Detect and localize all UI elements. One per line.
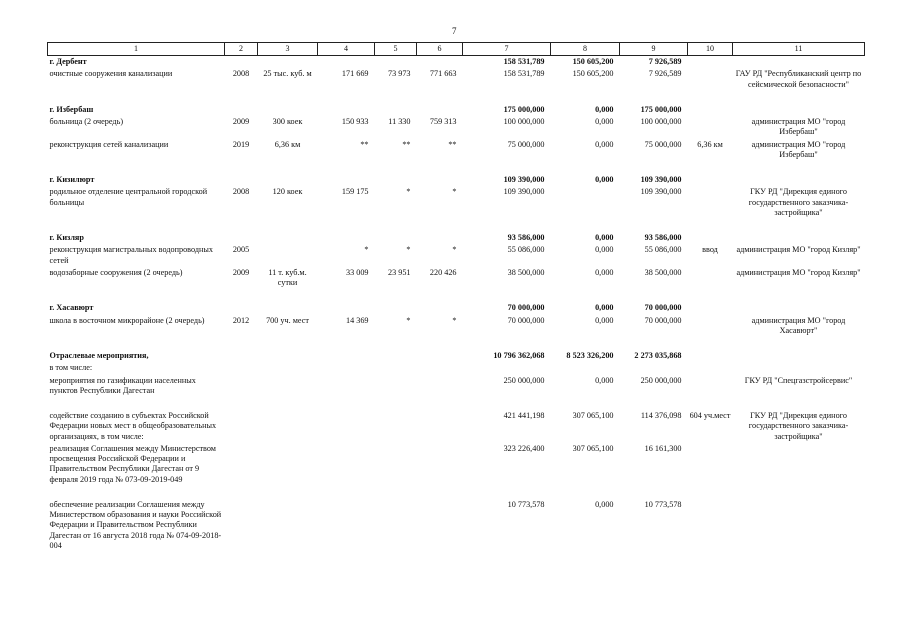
cell-col-3	[258, 350, 318, 362]
table-row	[48, 116, 865, 139]
cell-col-8: 0,000	[595, 375, 614, 385]
cell-col-3	[258, 104, 318, 116]
cell-col-2	[225, 104, 258, 116]
cell-col-4	[318, 499, 375, 552]
cell-col-5	[375, 56, 417, 69]
budget-table	[47, 42, 865, 552]
spacer-row	[48, 337, 865, 350]
cell-col-2: 2009	[232, 267, 250, 277]
cell-col-11	[733, 232, 865, 244]
cell-col-9: 10 773,578	[644, 499, 682, 509]
cell-col-10: 6,36 км	[697, 139, 723, 149]
cell-col-4: 150 933	[341, 117, 369, 126]
cell-col-3	[258, 174, 318, 186]
cell-col-11: администрация МО "город Избербаш"	[751, 139, 846, 159]
cell-col-10	[688, 350, 733, 362]
cell-col-5	[375, 375, 417, 398]
cell-col-2	[225, 232, 258, 244]
table-row	[48, 139, 865, 162]
cell-col-11	[733, 302, 865, 314]
cell-col-11: ГКУ РД "Спецгазстройсервис"	[744, 375, 853, 385]
cell-col-5	[375, 174, 417, 186]
cell-col-7: 158 531,789	[503, 57, 545, 66]
cell-col-7: 158 531,789	[503, 69, 545, 79]
cell-col-11	[733, 104, 865, 116]
cell-col-4	[318, 174, 375, 186]
cell-col-7	[463, 362, 551, 374]
cell-col-4: 14 369	[345, 315, 369, 325]
cell-col-4	[318, 302, 375, 314]
cell-col-10	[688, 104, 733, 116]
cell-col-1: в том числе:	[49, 363, 93, 373]
cell-col-1: больница (2 очередь)	[49, 117, 124, 126]
cell-col-8: 0,000	[595, 499, 614, 509]
cell-col-6	[417, 174, 463, 186]
cell-col-5	[375, 443, 417, 486]
cell-col-7: 70 000,000	[507, 303, 545, 313]
cell-col-2	[225, 410, 258, 443]
cell-col-11	[733, 443, 865, 486]
spacer-cell	[48, 486, 865, 499]
cell-col-4: **	[360, 139, 369, 149]
cell-col-5	[375, 410, 417, 443]
cell-col-11	[733, 56, 865, 69]
cell-col-8: 0,000	[595, 233, 614, 242]
cell-col-10	[688, 56, 733, 69]
cell-col-1: реализация Соглашения между Министерством просвещения Российской Федерации и Правительством Республики Дагестан от 9 февраля 2019 года № 073-09-2019-049	[49, 443, 216, 484]
col-header-3: 3	[258, 43, 318, 56]
col-header-2: 2	[225, 43, 258, 56]
cell-col-11	[733, 350, 865, 362]
cell-col-5: 23 951	[387, 267, 411, 277]
cell-col-6: **	[448, 139, 457, 149]
cell-col-2: 2008	[232, 69, 250, 79]
cell-col-9: 38 500,000	[644, 267, 682, 277]
cell-col-6	[417, 499, 463, 552]
cell-col-7: 70 000,000	[507, 315, 545, 325]
spacer-row	[48, 161, 865, 174]
table-row	[48, 443, 865, 486]
cell-col-1: обеспечение реализации Соглашения между Министерством образования и науки Российской Федерации и Правительством Республики Дагестан от 16 августа 2018 года № 074-09-2018-004	[49, 499, 222, 550]
cell-col-10	[688, 116, 733, 139]
cell-col-7: 75 000,000	[507, 139, 545, 149]
cell-col-4: 33 009	[345, 267, 369, 277]
cell-col-5	[375, 350, 417, 362]
cell-col-6: *	[452, 245, 457, 255]
cell-col-9: 114 376,098	[640, 411, 682, 420]
cell-col-11: ГКУ РД "Дирекция единого государственного заказчика-застройщика"	[748, 187, 849, 217]
cell-col-10	[688, 68, 733, 91]
cell-col-7: 323 226,400	[503, 443, 545, 453]
cell-col-11: администрация МО "город Хасавюрт"	[751, 315, 846, 335]
cell-col-8: 150 605,200	[572, 57, 614, 66]
cell-col-9: 2 273 035,868	[634, 351, 682, 360]
cell-col-3: 700 уч. мест	[266, 315, 309, 325]
cell-col-8	[551, 186, 620, 219]
col-header-8: 8	[551, 43, 620, 56]
cell-col-8: 0,000	[595, 117, 614, 126]
cell-col-5: 73 973	[387, 69, 411, 79]
cell-col-10	[688, 174, 733, 186]
cell-col-5: 11 330	[388, 117, 411, 126]
spacer-cell	[48, 337, 865, 350]
cell-col-10	[688, 186, 733, 219]
cell-col-1: г. Кизилюрт	[49, 175, 95, 184]
cell-col-2: 2012	[232, 315, 250, 325]
table-row	[48, 375, 865, 398]
col-header-11: 11	[733, 43, 865, 56]
cell-col-7: 421 441,198	[503, 411, 545, 420]
cell-col-6: 771 663	[429, 69, 457, 79]
table-row	[48, 362, 865, 374]
table-row	[48, 410, 865, 443]
cell-col-7: 250 000,000	[503, 375, 545, 385]
cell-col-1: г. Хасавюрт	[49, 303, 94, 313]
cell-col-10	[688, 362, 733, 374]
cell-col-7: 100 000,000	[503, 117, 545, 126]
cell-col-6	[417, 375, 463, 398]
cell-col-9: 100 000,000	[640, 117, 682, 126]
cell-col-2	[225, 443, 258, 486]
cell-col-8: 0,000	[595, 315, 614, 325]
table-row	[48, 499, 865, 552]
cell-col-2: 2005	[232, 245, 250, 255]
spacer-cell	[48, 397, 865, 410]
cell-col-9: 55 086,000	[644, 245, 682, 255]
cell-col-1: содействие созданию в субъектах Российской Федерации новых мест в общеобразовательных организациях, в том числе:	[49, 411, 217, 441]
cell-col-4	[318, 104, 375, 116]
spacer-row	[48, 219, 865, 232]
cell-col-2	[225, 362, 258, 374]
cell-col-6	[417, 350, 463, 362]
cell-col-11: ГКУ РД "Дирекция единого государственного заказчика-застройщика"	[748, 411, 849, 441]
cell-col-5	[375, 302, 417, 314]
cell-col-7: 109 390,000	[503, 187, 545, 197]
cell-col-9: 109 390,000	[640, 175, 682, 184]
cell-col-2	[225, 499, 258, 552]
cell-col-3	[258, 302, 318, 314]
cell-col-10	[688, 232, 733, 244]
cell-col-5: *	[406, 245, 411, 255]
cell-col-8	[551, 362, 620, 374]
table-body	[48, 56, 865, 553]
cell-col-11: администрация МО "город Кизляр"	[736, 245, 861, 255]
cell-col-9: 250 000,000	[640, 375, 682, 385]
col-header-4: 4	[318, 43, 375, 56]
cell-col-6	[417, 443, 463, 486]
cell-col-10	[688, 302, 733, 314]
table-row	[48, 315, 865, 338]
cell-col-4: 159 175	[341, 187, 369, 197]
cell-col-1: мероприятия по газификации населенных пунктов Республики Дагестан	[49, 375, 196, 395]
cell-col-9: 70 000,000	[644, 315, 682, 325]
cell-col-3	[258, 410, 318, 443]
cell-col-6	[417, 302, 463, 314]
cell-col-1: Отраслевые мероприятия,	[49, 351, 149, 360]
spacer-cell	[48, 161, 865, 174]
spacer-row	[48, 289, 865, 302]
cell-col-8: 0,000	[595, 175, 614, 184]
cell-col-5	[375, 362, 417, 374]
table-row	[48, 68, 865, 91]
spacer-cell	[48, 91, 865, 104]
page-number: 7	[452, 26, 457, 36]
spacer-row	[48, 397, 865, 410]
cell-col-7: 175 000,000	[503, 104, 545, 114]
cell-col-10	[688, 443, 733, 486]
cell-col-8: 0,000	[595, 104, 614, 114]
cell-col-2: 2019	[232, 139, 250, 149]
table-row	[48, 244, 865, 267]
cell-col-3: 11 т. куб.м. сутки	[268, 267, 307, 287]
cell-col-3: 25 тыс. куб. м	[263, 69, 312, 79]
cell-col-2	[225, 174, 258, 186]
cell-col-8: 307 065,100	[572, 411, 614, 420]
cell-col-1: очистные сооружения канализации	[49, 69, 173, 79]
cell-col-4	[318, 56, 375, 69]
col-header-9: 9	[620, 43, 688, 56]
cell-col-6: *	[452, 315, 457, 325]
cell-col-9	[620, 362, 688, 374]
cell-col-2	[225, 350, 258, 362]
group-header-row	[48, 174, 865, 186]
cell-col-9: 175 000,000	[640, 104, 682, 114]
cell-col-10	[688, 499, 733, 552]
cell-col-6: *	[452, 187, 457, 197]
cell-col-4	[318, 232, 375, 244]
cell-col-7: 93 586,000	[507, 233, 545, 242]
cell-col-1: реконструкция магистральных водопроводных сетей	[49, 245, 213, 265]
spacer-row	[48, 91, 865, 104]
cell-col-1: г. Дербент	[49, 57, 87, 66]
group-header-row	[48, 56, 865, 69]
cell-col-6	[417, 410, 463, 443]
cell-col-9: 16 161,300	[644, 443, 682, 453]
cell-col-11	[733, 174, 865, 186]
cell-col-2: 2009	[232, 117, 250, 126]
cell-col-5: *	[406, 315, 411, 325]
cell-col-2	[225, 302, 258, 314]
cell-col-11	[733, 499, 865, 552]
spacer-cell	[48, 289, 865, 302]
cell-col-5	[375, 104, 417, 116]
cell-col-2	[225, 56, 258, 69]
cell-col-10	[688, 375, 733, 398]
cell-col-9: 7 926,589	[648, 69, 682, 79]
header-row	[48, 43, 865, 56]
cell-col-9: 93 586,000	[644, 233, 682, 242]
cell-col-11: администрация МО "город Кизляр"	[736, 267, 861, 277]
cell-col-4: 171 669	[341, 69, 369, 79]
cell-col-9: 109 390,000	[640, 187, 682, 197]
cell-col-1: родильное отделение центральной городской больницы	[49, 187, 208, 207]
cell-col-6: 759 313	[429, 117, 457, 126]
cell-col-8: 0,000	[595, 139, 614, 149]
cell-col-3	[258, 375, 318, 398]
spacer-cell	[48, 219, 865, 232]
cell-col-10	[688, 315, 733, 338]
cell-col-2	[225, 375, 258, 398]
col-header-5: 5	[375, 43, 417, 56]
cell-col-7: 55 086,000	[507, 245, 545, 255]
group-header-row	[48, 104, 865, 116]
cell-col-3	[258, 362, 318, 374]
cell-col-3	[258, 56, 318, 69]
cell-col-4	[318, 362, 375, 374]
col-header-6: 6	[417, 43, 463, 56]
cell-col-10	[688, 267, 733, 290]
cell-col-5	[375, 232, 417, 244]
cell-col-8: 307 065,100	[572, 443, 614, 453]
cell-col-6	[417, 362, 463, 374]
cell-col-4	[318, 350, 375, 362]
cell-col-6: 220 426	[429, 267, 457, 277]
cell-col-1: школа в восточном микрорайоне (2 очередь)	[49, 315, 205, 325]
cell-col-3: 300 коек	[272, 117, 303, 126]
group-header-row	[48, 302, 865, 314]
cell-col-7: 10 796 362,068	[493, 351, 545, 360]
col-header-1: 1	[48, 43, 225, 56]
cell-col-6	[417, 56, 463, 69]
cell-col-5: **	[402, 139, 411, 149]
cell-col-4	[318, 410, 375, 443]
cell-col-7: 10 773,578	[507, 499, 545, 509]
cell-col-5	[375, 499, 417, 552]
cell-col-6	[417, 232, 463, 244]
cell-col-9: 75 000,000	[644, 139, 682, 149]
cell-col-4	[318, 443, 375, 486]
cell-col-9: 70 000,000	[644, 303, 682, 313]
cell-col-11	[733, 362, 865, 374]
group-header-row	[48, 350, 865, 362]
cell-col-1: реконструкция сетей канализации	[49, 139, 169, 149]
cell-col-9: 7 926,589	[648, 57, 682, 66]
table-row	[48, 267, 865, 290]
cell-col-8: 0,000	[595, 267, 614, 277]
group-header-row	[48, 232, 865, 244]
cell-col-3: 120 коек	[272, 187, 303, 197]
cell-col-6	[417, 104, 463, 116]
cell-col-3	[258, 244, 318, 267]
cell-col-2: 2008	[232, 187, 250, 197]
cell-col-7: 38 500,000	[507, 267, 545, 277]
cell-col-3	[258, 499, 318, 552]
col-header-10: 10	[688, 43, 733, 56]
col-header-7: 7	[463, 43, 551, 56]
cell-col-10: ввод	[702, 245, 718, 255]
cell-col-4	[318, 375, 375, 398]
cell-col-11: ГАУ РД "Республиканский центр по сейсмической безопасности"	[735, 69, 862, 89]
cell-col-8: 150 605,200	[572, 69, 614, 79]
cell-col-1: г. Избербаш	[49, 104, 94, 114]
table-row	[48, 186, 865, 219]
cell-col-1: г. Кизляр	[49, 233, 84, 242]
cell-col-11: администрация МО "город Избербаш"	[751, 117, 846, 137]
cell-col-10: 604 уч.мест	[689, 411, 731, 420]
cell-col-4: *	[364, 245, 369, 255]
cell-col-3	[258, 232, 318, 244]
cell-col-8: 0,000	[595, 303, 614, 313]
cell-col-7: 109 390,000	[503, 175, 545, 184]
cell-col-8: 8 523 326,200	[566, 351, 614, 360]
cell-col-5: *	[406, 187, 411, 197]
cell-col-1: водозаборные сооружения (2 очередь)	[49, 267, 183, 277]
cell-col-3: 6,36 км	[274, 139, 301, 149]
cell-col-3	[258, 443, 318, 486]
spacer-row	[48, 486, 865, 499]
cell-col-8: 0,000	[595, 245, 614, 255]
